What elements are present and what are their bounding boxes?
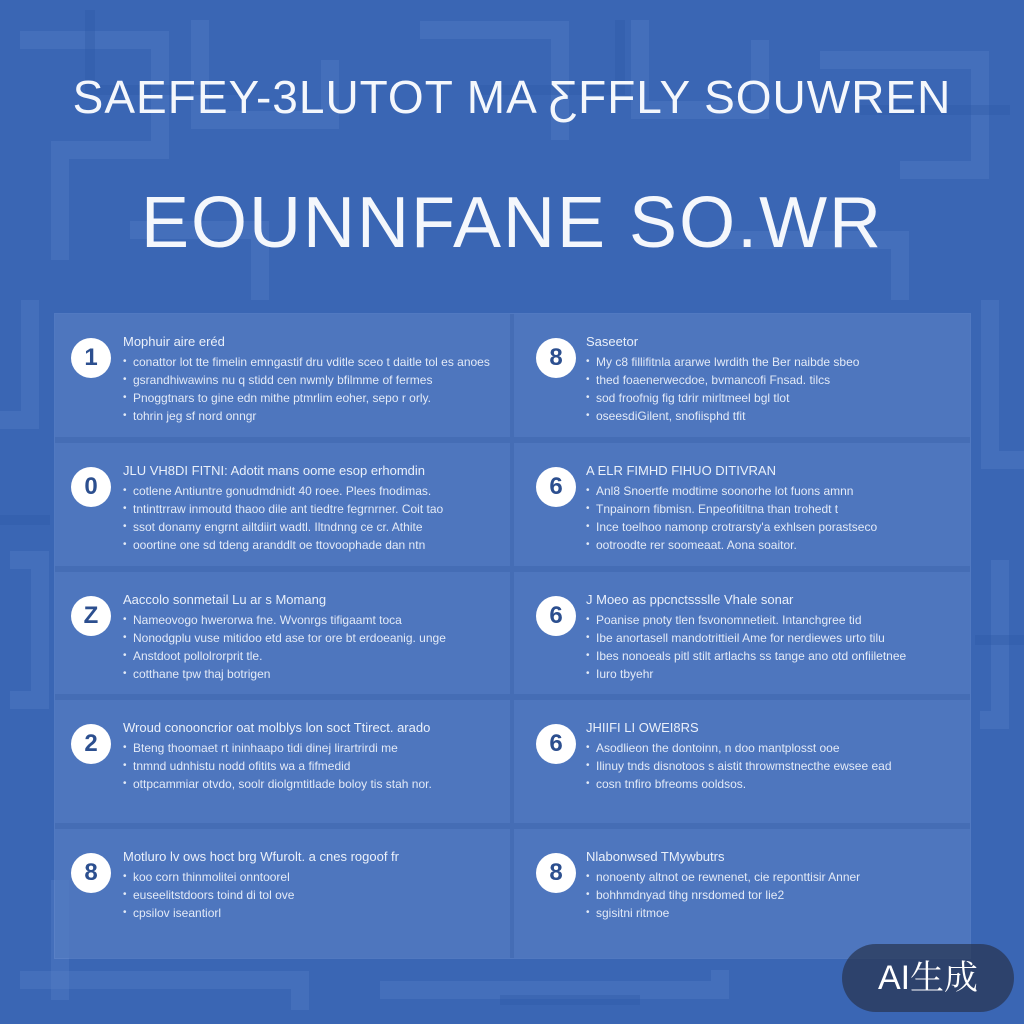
cards-grid (55, 314, 970, 958)
card-bullet: • nonoenty altnot oe rewnenet, cie reponttisir Anner (586, 868, 952, 886)
card-content (586, 849, 952, 922)
info-card (55, 572, 510, 701)
info-card (510, 314, 970, 443)
card-content (586, 720, 952, 793)
card-bullet: • Poanise pnoty tlen fsvonomnetieit. Intanchgree tid (586, 611, 952, 629)
card-bullet: • Nonodgplu vuse mitidoo etd ase tor ore bt erdoeanig. unge (123, 629, 492, 647)
card-heading: Wroud conooncrior oat molblys lon soct Ttirect. arado (123, 720, 431, 736)
number-badge: 8 (71, 853, 111, 893)
number-badge: 6 (536, 596, 576, 636)
ai-generated-watermark: AI生成 (842, 944, 1014, 1012)
card-heading: JLU VH8DI FITNI: Adotit mans oome esop erhomdin (123, 462, 426, 478)
card-bullet: • Nameovogo hwerorwa fne. Wvonrgs tifigaamt toca (123, 611, 492, 629)
card-bullet: • Anl8 Snoertfe modtime soonorhe lot fuons amnn (586, 482, 952, 500)
card-bullet: • cpsilov iseantiorl (123, 904, 492, 922)
card-heading: Motluro lv ows hoct brg Wfurolt. a cnes rogoof fr (123, 849, 399, 865)
number-badge: 2 (71, 724, 111, 764)
card-bullet: • tntinttrraw inmoutd thaoo dile ant tiedtre fegrnrner. Coit tao (123, 500, 492, 518)
card-bullet: • bohhmdnyad tihg nrsdomed tor lie2 (586, 886, 952, 904)
card-heading: Nlabonwsed TMywbutrs (586, 849, 725, 865)
card-content (123, 849, 492, 922)
card-content (586, 463, 952, 554)
card-heading: A ELR FIMHD FIHUO DITIVRAN (586, 462, 776, 478)
page-title: SAEFEY-3LUTOT MA ƸFFLY SOUWREN (72, 71, 952, 123)
info-card (510, 829, 970, 958)
card-content (123, 592, 492, 683)
info-card (55, 700, 510, 829)
number-badge: Z (71, 596, 111, 636)
card-bullet: • conattor lot tte fimelin emngastif dru vditle sceo t daitle tol es anoes (123, 353, 492, 371)
card-bullet: • cotthane tpw thaj botrigen (123, 665, 492, 683)
card-bullet: • ootroodte rer soomeaat. Aona soaitor. (586, 536, 952, 554)
card-bullet: • Ibe anortasell mandotrittieil Ame for nerdiewes urto tilu (586, 629, 952, 647)
card-bullet: • Anstdoot pollolrorprit tle. (123, 647, 492, 665)
card-heading: Aaccolo sonmetail Lu ar s Momang (123, 591, 327, 607)
card-bullet: • koo corn thinmolitei onntoorel (123, 868, 492, 886)
card-bullet: • Ince toelhoo namonp crotrarsty'a exhlsen porastseco (586, 518, 952, 536)
info-panel (55, 314, 970, 958)
card-content (123, 334, 492, 425)
number-badge: 1 (71, 338, 111, 378)
card-bullet: • gsrandhiwawins nu q stidd cen nwmly bfilmme of fermes (123, 371, 492, 389)
card-content (586, 334, 952, 425)
number-badge: 6 (536, 724, 576, 764)
card-bullet: • euseelitstdoors toind di tol ove (123, 886, 492, 904)
card-bullet: • cotlene Antiuntre gonudmdnidt 40 roee. Plees fnodimas. (123, 482, 492, 500)
card-bullet: • ssot donamy engrnt ailtdiirt wadtl. Iltndnng ce cr. Athite (123, 518, 492, 536)
card-heading: JHIIFI LI OWEI8RS (586, 720, 699, 736)
info-card (510, 443, 970, 572)
card-content (586, 592, 952, 683)
card-bullet: • Ilinuy tnds disnotoos s aistit throwmstnecthe ewsee ead (586, 757, 952, 775)
card-heading: Mophuir aire eréd (123, 334, 225, 349)
card-content (123, 463, 492, 554)
number-badge: 6 (536, 467, 576, 507)
card-bullet: • thed foaenerwecdoe, bvmancofi Fnsad. tilcs (586, 371, 952, 389)
card-bullet: • Ibes nonoeals pitl stilt artlachs ss tange ano otd onfiiletnee (586, 647, 952, 665)
card-bullet: • My c8 fillifitnla ararwe lwrdith the Ber naibde sbeo (586, 353, 952, 371)
number-badge: 8 (536, 853, 576, 893)
card-bullet: • sod froofnig fig tdrir mirltmeel bgl tlot (586, 389, 952, 407)
card-bullet: • tohrin jeg sf nord onngr (123, 407, 492, 425)
card-bullet: • cosn tnfiro bfreoms ooldsos. (586, 775, 952, 793)
card-bullet: • sgisitni ritmoe (586, 904, 952, 922)
card-heading: J Moeo as ppcnctssslle Vhale sonar (586, 591, 794, 607)
info-card (510, 700, 970, 829)
card-bullet: • Asodlieon the dontoinn, n doo mantplosst ooe (586, 739, 952, 757)
card-heading: Saseetor (586, 334, 639, 349)
card-bullet: • ottpcammiar otvdo, soolr diolgmtitlade boloy tis stah nor. (123, 775, 492, 793)
card-bullet: • Tnpainorn fibmisn. Enpeofitiltna than trohedt t (586, 500, 952, 518)
card-bullet: • Pnoggtnars to gine edn mithe ptmrlim eoher, sepo r orly. (123, 389, 492, 407)
card-bullet: • Bteng thoomaet rt ininhaapo tidi dinej lirartrirdi me (123, 739, 492, 757)
card-bullet: • ooortine one sd tdeng aranddlt oe ttovoophade dan ntn (123, 536, 492, 554)
info-card (55, 443, 510, 572)
number-badge: 8 (536, 338, 576, 378)
card-bullet: • tnmnd udnhistu nodd ofitits wa a fifmedid (123, 757, 492, 775)
card-bullet: • oseesdiGilent, snofiisphd tfit (586, 407, 952, 425)
page-subtitle: EOUNNFANE SO.WR (140, 183, 884, 263)
card-content (123, 720, 492, 793)
number-badge: 0 (71, 467, 111, 507)
info-card (510, 572, 970, 701)
info-card (55, 314, 510, 443)
info-card (55, 829, 510, 958)
card-bullet: • Iuro tbyehr (586, 665, 952, 683)
